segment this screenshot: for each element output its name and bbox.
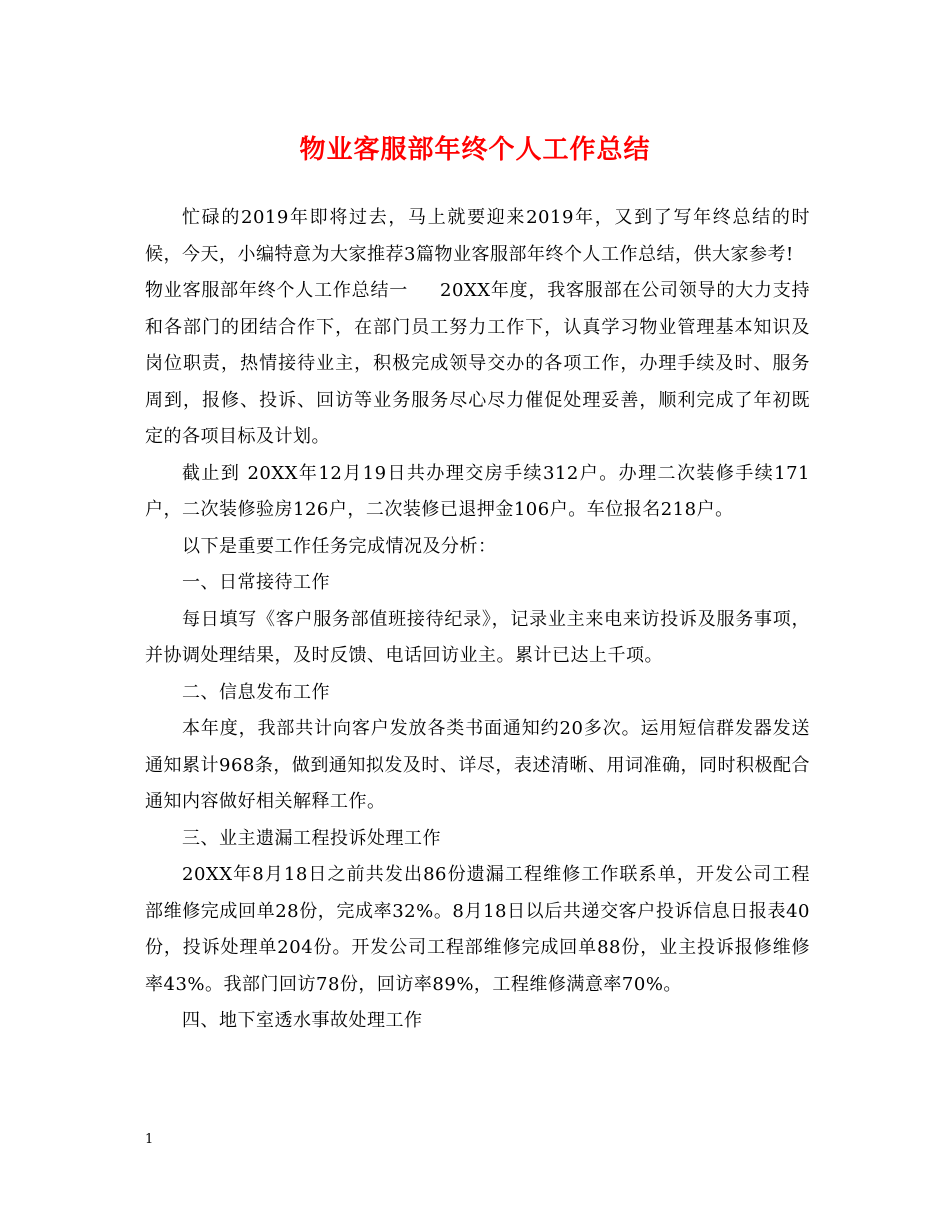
document-title: 物业客服部年终个人工作总结: [299, 135, 651, 165]
section-heading-basement: 四、地下室透水事故处理工作: [182, 1010, 423, 1031]
paragraph-intro: 忙碌的2019年即将过去，马上就要迎来2019年，又到了写年终总结的时候，今天，小编特意为大家推荐3篇物业客服部年终个人工作总结，供大家参考!: [145, 207, 810, 265]
paragraph-lead: 物业客服部年终个人工作总结一: [145, 280, 409, 301]
section-heading-reception: 一、日常接待工作: [182, 572, 330, 593]
paragraph-analysis-intro: 以下是重要工作任务完成情况及分析：: [182, 535, 497, 557]
document-body: [145, 200, 810, 1040]
paragraph-reception: 每日填写《客户服务部值班接待纪录》，记录业主来电来访投诉及服务事项，并协调处理结果，及时反馈、电话回访业主。累计已达上千项。: [145, 608, 810, 666]
page-number: 1: [145, 1132, 154, 1147]
paragraph-summary-one: [145, 273, 810, 456]
section-heading-complaints: 三、业主遗漏工程投诉处理工作: [182, 827, 441, 849]
paragraph-complaints: 20XX年8月18日之前共发出86份遗漏工程维修工作联系单，开发公司工程部维修完成回单28份，完成率32%。8月18日以后共递交客户投诉信息日报表40份，投诉处理单204份。开发公司工程部维修完成回单88份，业主投诉报修维修率43%。我部门回访78份，回访率89%，工程维修满意率70%。: [145, 864, 810, 995]
section-heading-information: 二、信息发布工作: [182, 681, 330, 703]
paragraph-information: 本年度，我部共计向客户发放各类书面通知约20多次。运用短信群发器发送通知累计968条，做到通知拟发及时、详尽，表述清晰、用词准确，同时积极配合通知内容做好相关解释工作。: [145, 718, 810, 812]
paragraph-statistics: 截止到 20XX年12月19日共办理交房手续312户。办理二次装修手续171户，二次装修验房126户，二次装修已退押金106户。车位报名218户。: [145, 462, 810, 520]
paragraph-summary-one-text: 20XX年度，我客服部在公司领导的大力支持和各部门的团结合作下，在部门员工努力工作下，认真学习物业管理基本知识及岗位职责，热情接待业主，积极完成领导交办的各项工作，办理手续及时、服务周到，报修、投诉、回访等业务服务尽心尽力催促处理妥善，顺利完成了年初既定的各项目标及计划。: [145, 280, 810, 447]
